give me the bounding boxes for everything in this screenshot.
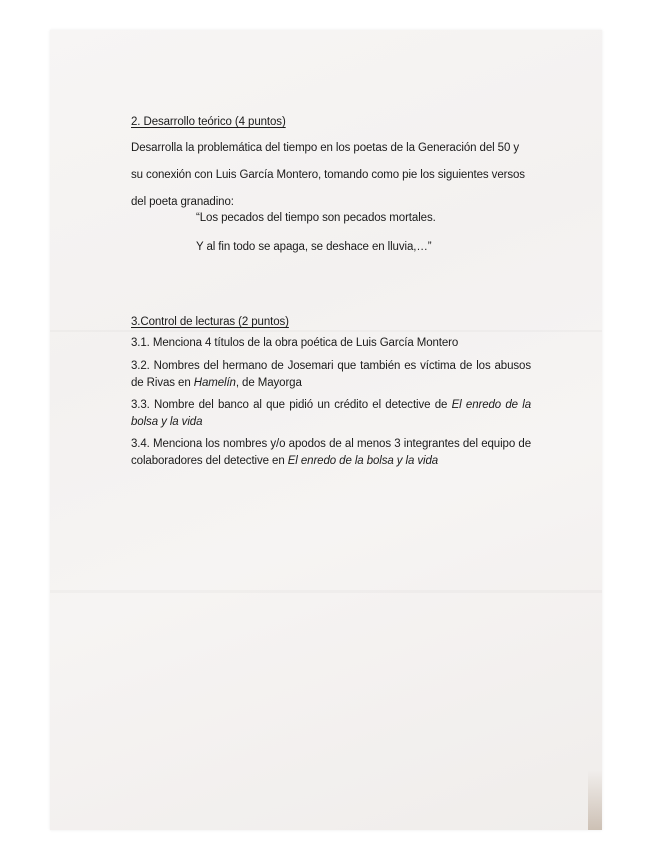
paper-crease (50, 330, 602, 332)
paper-crease (50, 590, 602, 593)
question-3-2-end: , de Mayorga (235, 377, 302, 389)
paper-corner-shadow (588, 770, 602, 830)
question-3-4-text: 3.4. Menciona los nombres y/o apodos de al menos 3 integrantes del equipo de colaboradores del detective en (131, 438, 531, 467)
question-3-4-title: El enredo de la bolsa y la vida (287, 455, 439, 467)
question-3-3 (131, 397, 531, 431)
question-3-3-text: 3.3. Nombre del banco al que pidió un crédito el detective de (131, 399, 452, 411)
verse-line-1: “Los pecados del tiempo son pecados mortales. (196, 212, 436, 224)
question-3-2-title: Hamelín (193, 377, 236, 389)
section-2-paragraph: Desarrolla la problemática del tiempo en los poetas de la Generación del 50 y su conexión con Luis García Montero, tomando como pie los siguientes versos del poeta granadino: (131, 142, 525, 208)
question-3-4 (131, 436, 531, 470)
question-3-3-title: El enredo de la bolsa y la vida (131, 399, 531, 428)
question-3-1: 3.1. Menciona 4 títulos de la obra poética de Luis García Montero (131, 337, 459, 349)
section-3-heading: 3.Control de lecturas (2 puntos) (131, 316, 289, 328)
question-3-2-text: 3.2. Nombres del hermano de Josemari que también es víctima de los abusos de Rivas en (131, 360, 531, 389)
section-2-heading: 2. Desarrollo teórico (4 puntos) (131, 116, 286, 128)
question-3-2 (131, 358, 531, 392)
verse-line-2: Y al fin todo se apaga, se deshace en lluvia,…” (196, 241, 432, 253)
